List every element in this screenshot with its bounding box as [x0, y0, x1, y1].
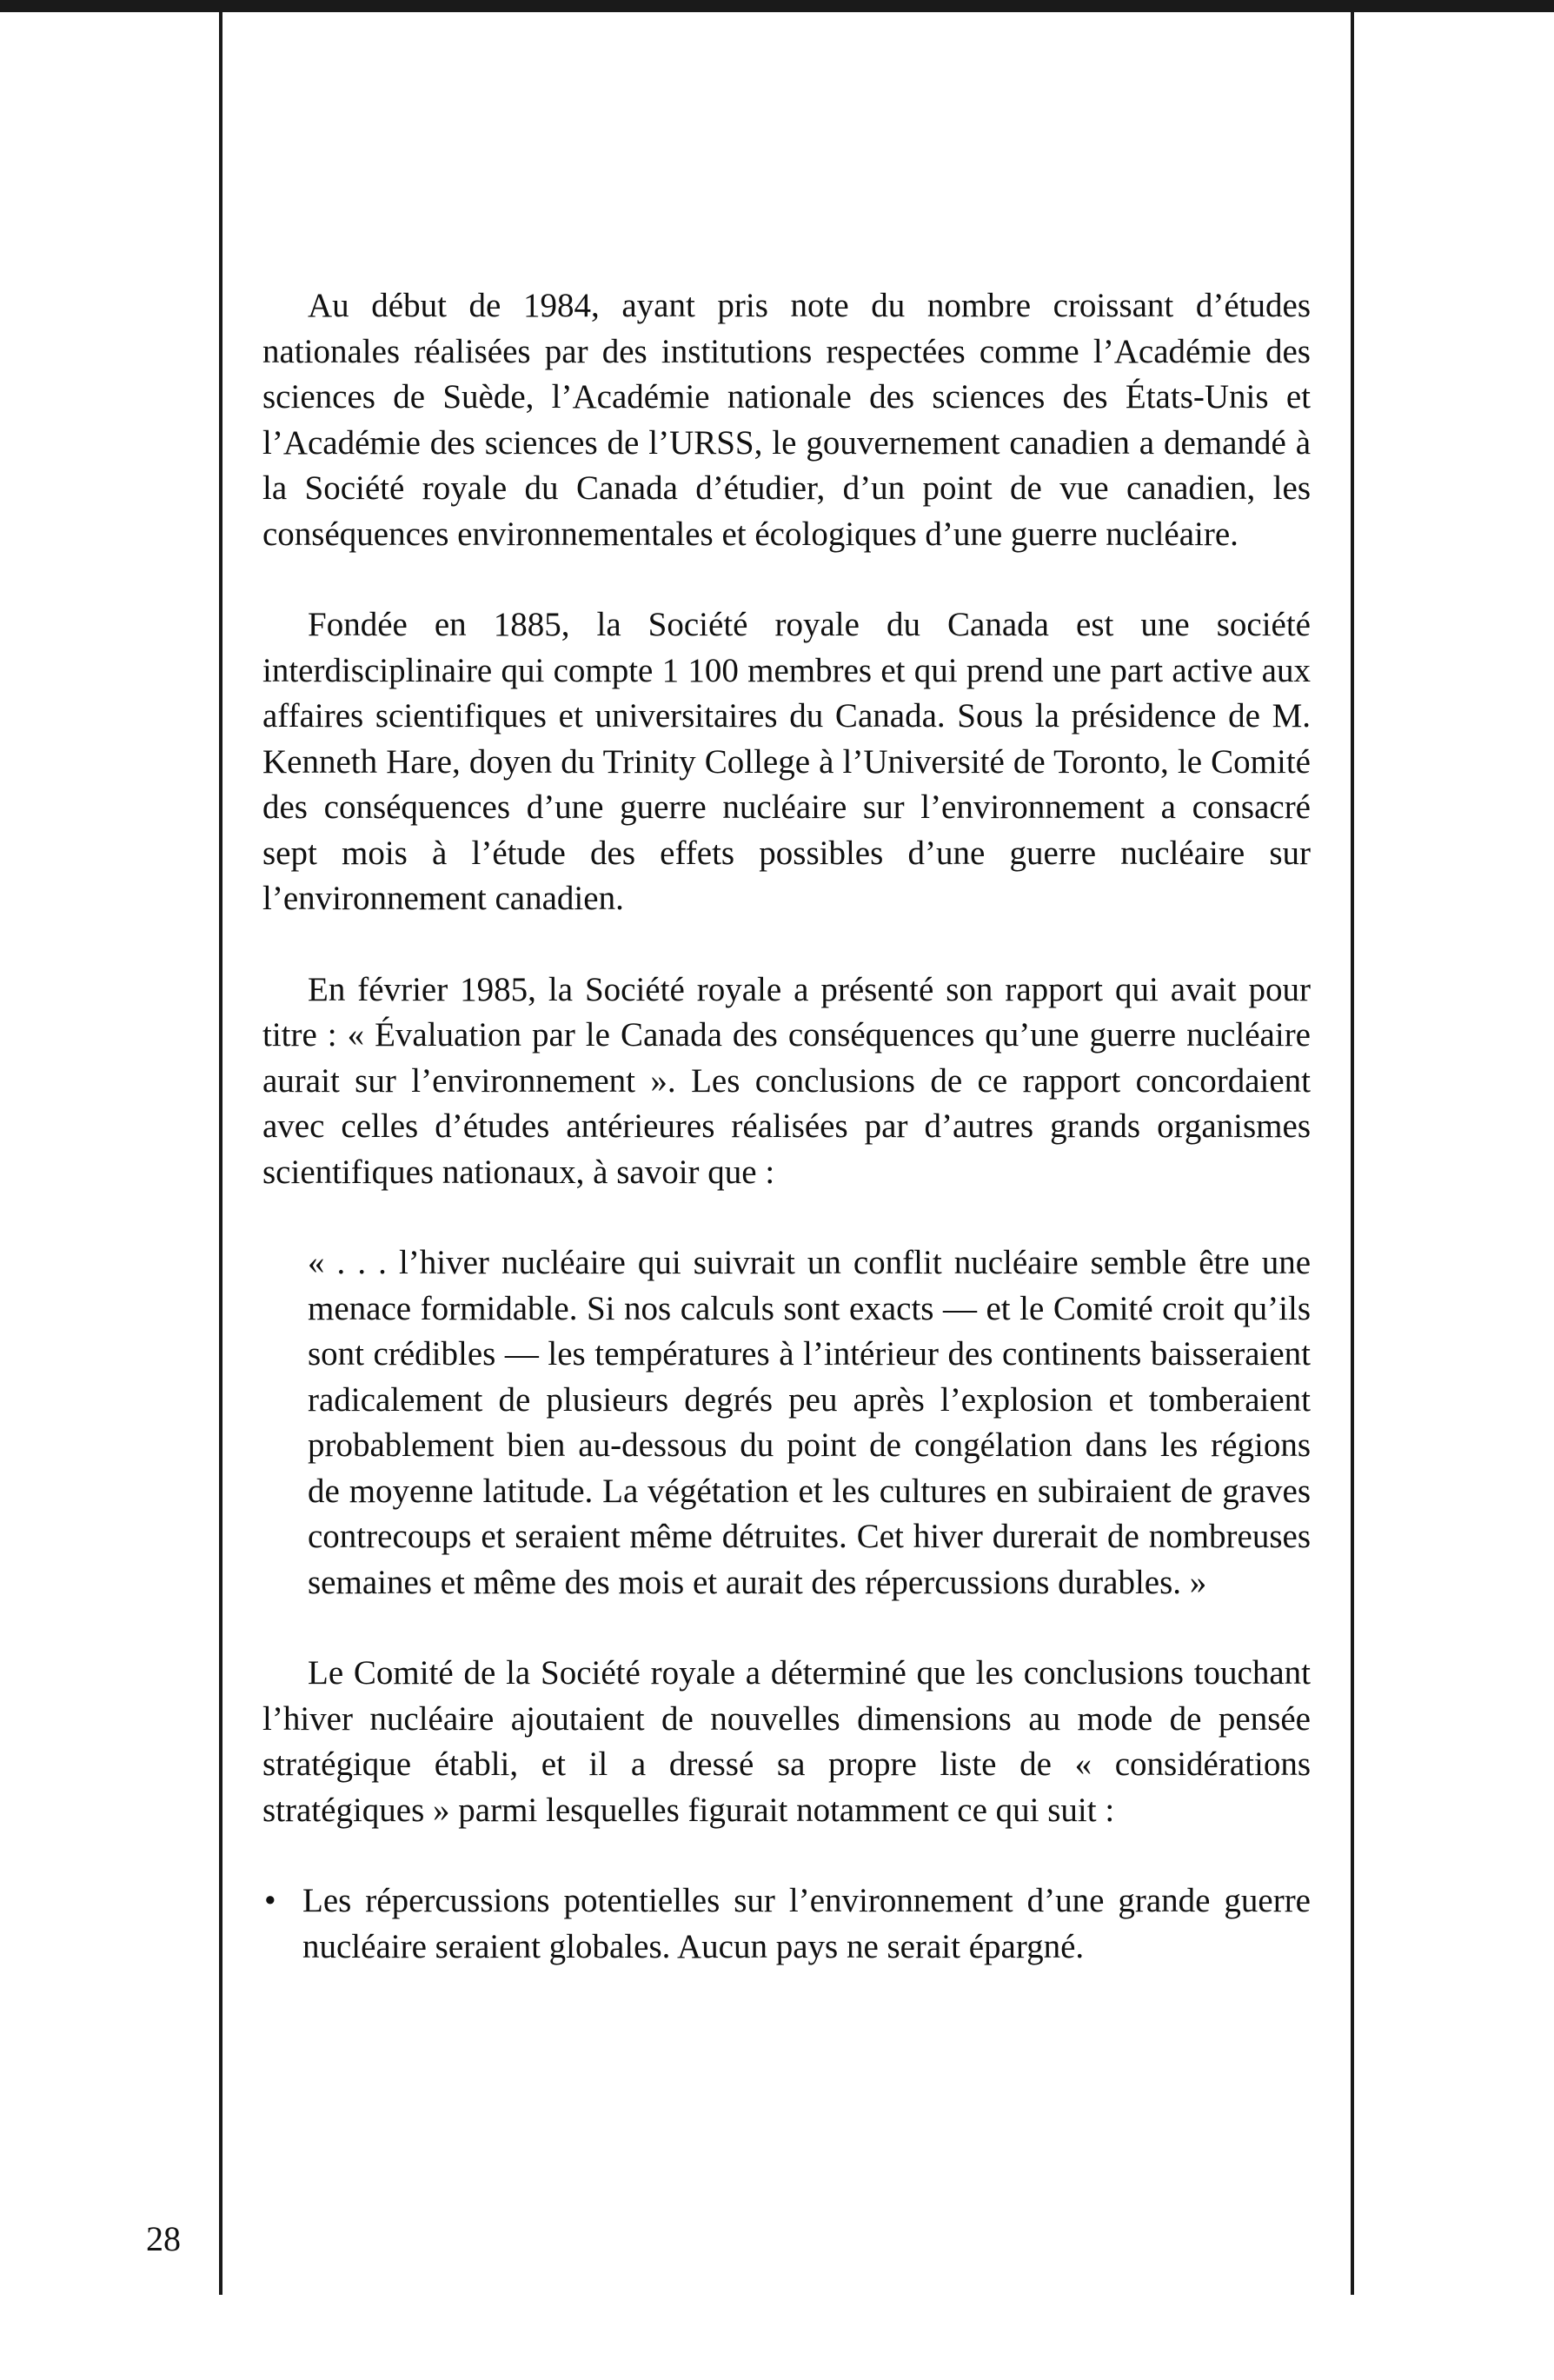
paragraph-4: Le Comité de la Société royale a déterminé que les conclusions touchant l’hiver nucléaire ajoutaient de nouvelles dimensions au mode de pensée stratégique établi, et il a dressé sa propre liste de « considérations stratégiques » parmi lesquelles figurait notamment ce qui suit : [262, 1654, 1311, 1829]
bullet-list [262, 1878, 1311, 1970]
list-item [262, 1878, 1311, 1970]
right-margin-rule [1351, 9, 1354, 2295]
list-item-text: Les répercussions potentielles sur l’environnement d’une grande guerre nucléaire seraient globales. Aucun pays ne serait épargné. [302, 1882, 1311, 1965]
paragraph-3: En février 1985, la Société royale a présenté son rapport qui avait pour titre : « Évaluation par le Canada des conséquences qu’une guerre nucléaire aurait sur l’environnement ». Les conclusions de ce rapport concordaient avec celles d’études antérieures réalisées par d’autres grands organismes scientifiques nationaux, à savoir que : [262, 970, 1311, 1191]
top-border-rule [0, 0, 1554, 12]
bullet-icon: • [264, 1882, 276, 1919]
block-quote: « . . . l’hiver nucléaire qui suivrait un conflit nucléaire semble être une menace formidable. Si nos calculs sont exacts — et le Comité croit qu’ils sont crédibles — les températures à l’intérieur des continents baisseraient radicalement de plusieurs degrés peu après l’explosion et tomberaient probablement bien au-dessous du point de congélation dans les régions de moyenne latitude. La végétation et les cultures en subiraient de graves contrecoups et seraient même détruites. Cet hiver durerait de nombreuses semaines et même des mois et aurait des répercussions durables. » [308, 1244, 1311, 1601]
left-margin-rule [219, 9, 222, 2295]
paragraph-2: Fondée en 1885, la Société royale du Canada est une société interdisciplinaire qui compte 1 100 membres et qui prend une part active aux affaires scientifiques et universitaires du Canada. Sous la présidence de M. Kenneth Hare, doyen du Trinity College à l’Université de Toronto, le Comité des conséquences d’une guerre nucléaire sur l’environnement a consacré sept mois à l’étude des effets possibles d’une guerre nucléaire sur l’environnement canadien. [262, 606, 1311, 917]
body-text [262, 283, 1311, 1970]
paragraph-1: Au début de 1984, ayant pris note du nombre croissant d’études nationales réalisées par des institutions respectées comme l’Académie des sciences de Suède, l’Académie nationale des sciences des États-Unis et l’Académie des sciences de l’URSS, le gouvernement canadien a demandé à la Société royale du Canada d’étudier, d’un point de vue canadien, les conséquences environnementales et écologiques d’une guerre nucléaire. [262, 287, 1311, 553]
page-number: 28 [146, 2219, 181, 2258]
